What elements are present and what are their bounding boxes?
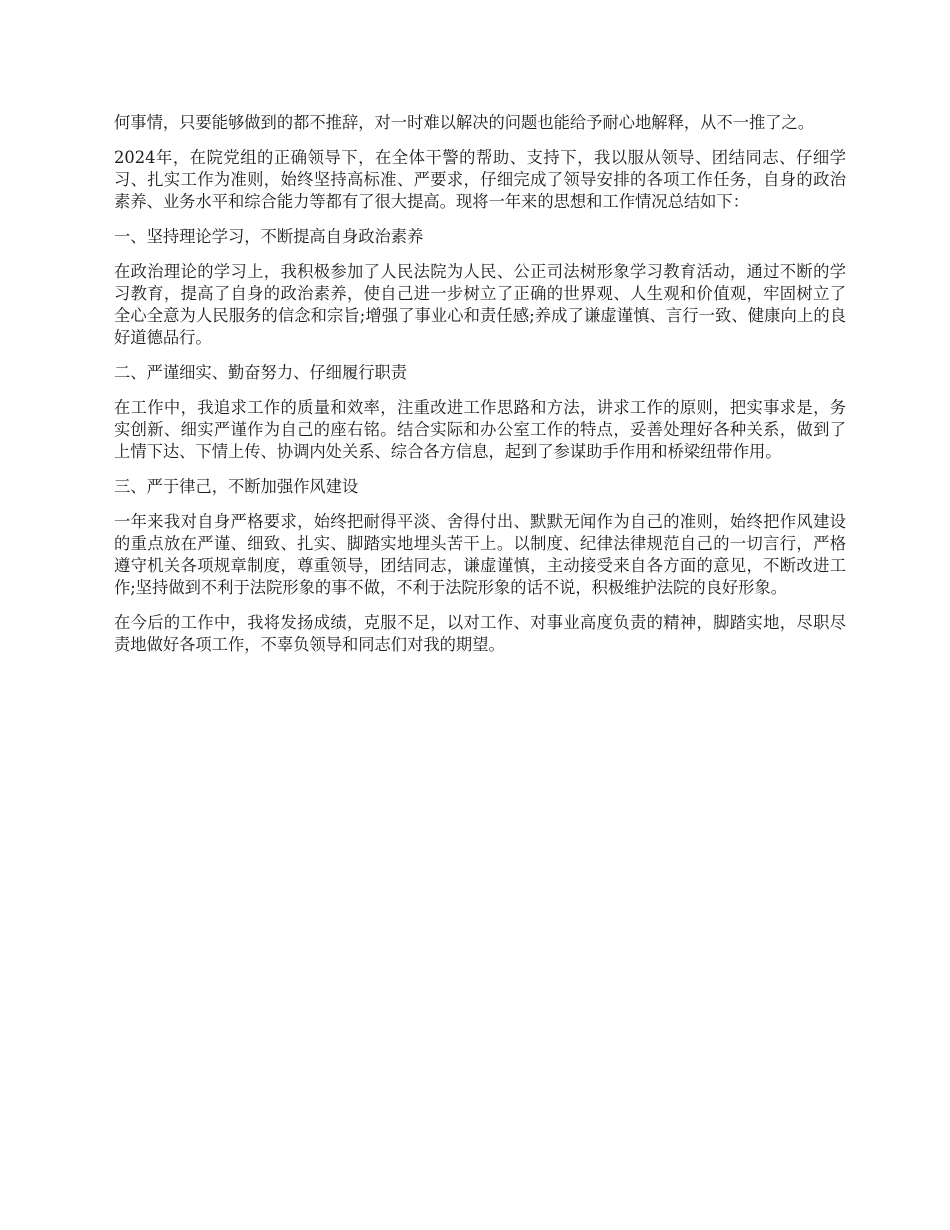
paragraph-section-2: 在工作中，我追求工作的质量和效率，注重改进工作思路和方法，讲求工作的原则，把实事求是，务实创新、细实严谨作为自己的座右铭。结合实际和办公室工作的特点，妥善处理好各种关系，做到了上情下达、下情上传、协调内处关系、综合各方信息，起到了参谋助手作用和桥梁纽带作用。 (114, 398, 846, 461)
paragraph-closing: 在今后的工作中，我将发扬成绩，克服不足，以对工作、对事业高度负责的精神，脚踏实地，尽职尽责地做好各项工作，不辜负领导和同志们对我的期望。 (114, 613, 846, 654)
section-heading-3: 三、严于律己，不断加强作风建设 (114, 477, 359, 496)
paragraph-intro-continuation: 何事情，只要能够做到的都不推辞，对一时难以解决的问题也能给予耐心地解释，从不一推了之。 (114, 113, 815, 132)
paragraph-summary: 2024年，在院党组的正确领导下，在全体干警的帮助、支持下，我以服从领导、团结同志、仔细学习、扎实工作为准则，始终坚持高标准、严要求，仔细完成了领导安排的各项工作任务，自身的政治素养、业务水平和综合能力等都有了很大提高。现将一年来的思想和工作情况总结如下： (114, 148, 846, 211)
section-heading-2: 二、严谨细实、勤奋努力、仔细履行职责 (114, 363, 408, 382)
paragraph-section-1: 在政治理论的学习上，我积极参加了人民法院为人民、公正司法树形象学习教育活动，通过不断的学习教育，提高了自身的政治素养，使自己进一步树立了正确的世界观、人生观和价值观，牢固树立了全心全意为人民服务的信念和宗旨;增强了事业心和责任感;养成了谦虚谨慎、言行一致、健康向上的良好道德品行。 (114, 262, 846, 347)
document-body (114, 112, 846, 669)
paragraph-section-3: 一年来我对自身严格要求，始终把耐得平淡、舍得付出、默默无闻作为自己的准则，始终把作风建设的重点放在严谨、细致、扎实、脚踏实地埋头苦干上。以制度、纪律法律规范自己的一切言行，严格遵守机关各项规章制度，尊重领导，团结同志，谦虚谨慎，主动接受来自各方面的意见，不断改进工作;坚持做到不利于法院形象的事不做，不利于法院形象的话不说，积极维护法院的良好形象。 (114, 512, 846, 597)
section-heading-1: 一、坚持理论学习，不断提高自身政治素养 (114, 227, 424, 246)
